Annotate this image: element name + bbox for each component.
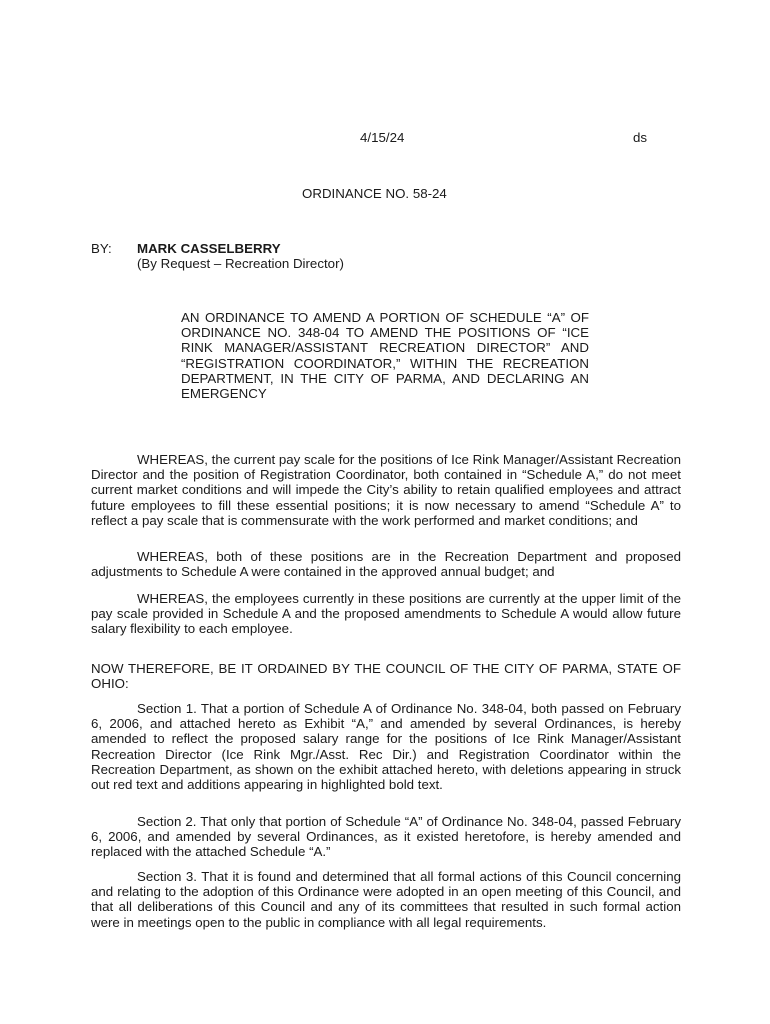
drafter-initials: ds (633, 130, 648, 145)
ordinance-title: AN ORDINANCE TO AMEND A PORTION OF SCHEDULE “A” OF ORDINANCE NO. 348-04 TO AMEND THE POSITIONS OF “ICE RINK MANAGER/ASSISTANT RECREATION DIRECTOR” AND “REGISTRATION COORDINATOR,” WITHIN THE RECREATION DEPARTMENT, IN THE CITY OF PARMA, AND DECLARING AN EMERGENCY (181, 310, 589, 402)
section-3 (91, 869, 681, 930)
whereas-clause-2 (91, 549, 681, 579)
sponsor-name: MARK CASSELBERRY (137, 241, 281, 256)
section-2-text: Section 2. That only that portion of Schedule “A” of Ordinance No. 348-04, passed February 6, 2006, and amended by several Ordinances, as it existed heretofore, is hereby amended and replaced with the attached Schedule “A.” (91, 814, 681, 860)
enacting-clause: NOW THEREFORE, BE IT ORDAINED BY THE COUNCIL OF THE CITY OF PARMA, STATE OF OHIO: (91, 661, 681, 692)
whereas-clause-3 (91, 591, 681, 637)
sponsor-request-note: (By Request – Recreation Director) (137, 256, 344, 271)
by-label: BY: (91, 241, 112, 256)
section-1 (91, 701, 681, 792)
whereas-clause-1-text: WHEREAS, the current pay scale for the positions of Ice Rink Manager/Assistant Recreation Director and the position of Registration Coordinator, both contained in “Schedule A,” do not meet current market conditions and will impede the City’s ability to retain qualified employees and attract future employees to fill these essential positions; it is now necessary to amend “Schedule A” to reflect a pay scale that is commensurate with the work performed and market conditions; and (91, 452, 681, 528)
section-3-text: Section 3. That it is found and determined that all formal actions of this Council concerning and relating to the adoption of this Ordinance were adopted in an open meeting of this Council, and that all deliberations of this Council and any of its committees that resulted in such formal action were in meetings open to the public in compliance with all legal requirements. (91, 869, 681, 930)
ordinance-number: ORDINANCE NO. 58-24 (302, 186, 447, 201)
section-1-text: Section 1. That a portion of Schedule A of Ordinance No. 348-04, both passed on February 6, 2006, and attached hereto as Exhibit “A,” and amended by several Ordinances, is hereby amended to reflect the proposed salary range for the positions of Ice Rink Manager/Assistant Recreation Director (Ice Rink Mgr./Asst. Rec Dir.) and Registration Coordinator within the Recreation Department, as shown on the exhibit attached hereto, with deletions appearing in struck out red text and additions appearing in highlighted bold text. (91, 701, 681, 793)
whereas-clause-3-text: WHEREAS, the employees currently in these positions are currently at the upper limit of the pay scale provided in Schedule A and the proposed amendments to Schedule A would allow future salary flexibility to each employee. (91, 591, 681, 637)
whereas-clause-1 (91, 452, 681, 528)
whereas-clause-2-text: WHEREAS, both of these positions are in the Recreation Department and proposed adjustments to Schedule A were contained in the approved annual budget; and (91, 549, 681, 580)
document-date: 4/15/24 (360, 130, 405, 145)
section-2 (91, 814, 681, 860)
